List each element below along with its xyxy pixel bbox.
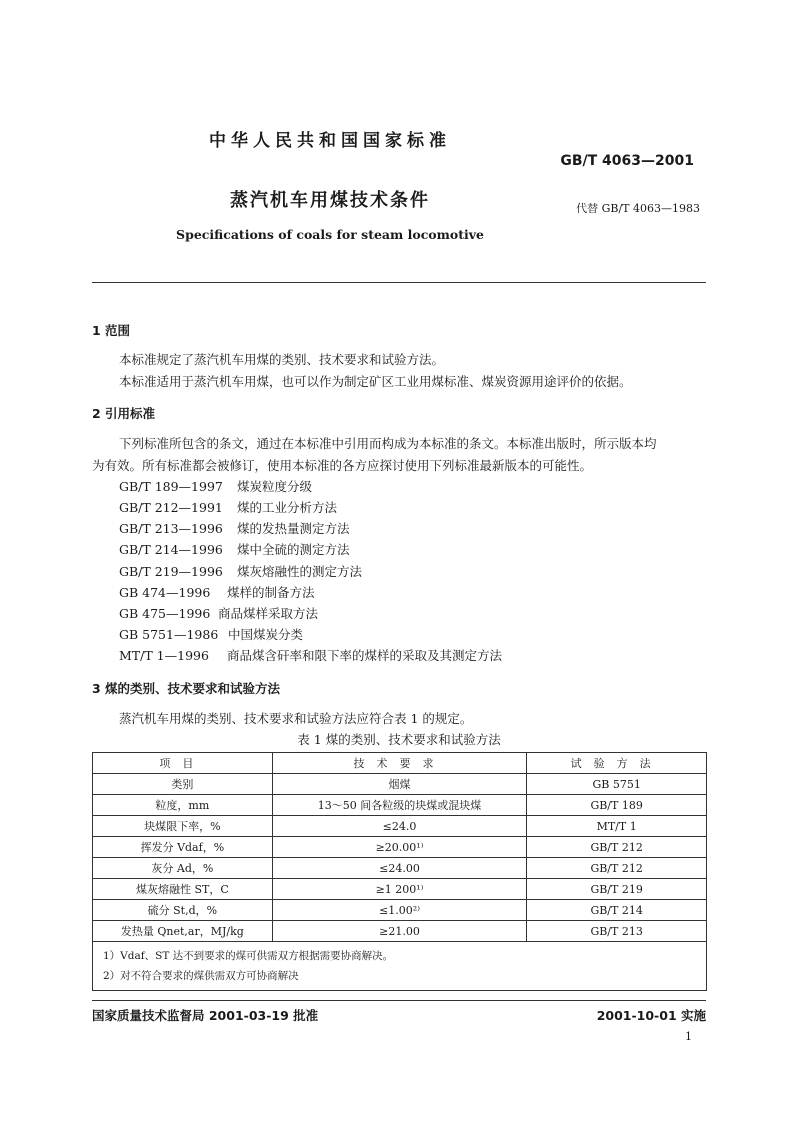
reference-item [119,477,312,495]
column-header-requirement: 技术要求 [272,753,527,774]
reference-code: GB/T 213—1996 [119,521,223,536]
reference-code: GB/T 189—1997 [119,479,223,494]
cell-item: 煤灰熔融性 ST，C [93,879,273,900]
table-row [93,774,707,795]
reference-item [119,519,350,537]
cell-method: GB 5751 [527,774,707,795]
table-row [93,837,707,858]
section-1-heading: 1 范围 [92,323,131,338]
implementation-date: 2001-10-01 实施 [596,1008,706,1023]
cell-item: 硫分 St,d，% [93,900,273,921]
table-caption: 表 1 煤的类别、技术要求和试验方法 [297,732,501,747]
cell-requirement: ≥21.00 [272,921,527,942]
table-header-row [93,753,707,774]
issuing-body: 中华人民共和国国家标准 [209,131,451,151]
reference-title: 煤样的制备方法 [227,585,315,600]
table-row [93,879,707,900]
cell-method: MT/T 1 [527,816,707,837]
cell-item: 挥发分 Vdaf，% [93,837,273,858]
reference-item [119,646,502,664]
reference-title: 商品煤样采取方法 [218,606,319,621]
reference-item [119,540,350,558]
footer-divider [92,1000,706,1001]
standard-number: GB/T 4063—2001 [560,153,694,169]
section-2-paragraph-line-1: 下列标准所包含的条文，通过在本标准中引用而构成为本标准的条文。本标准出版时，所示版本均 [119,436,657,451]
document-title: 蒸汽机车用煤技术条件 [230,190,430,211]
page-number: 1 [685,1030,692,1043]
approval-statement: 国家质量技术监督局 2001-03-19 批准 [92,1008,319,1023]
table-row [93,858,707,879]
cell-requirement: 烟煤 [272,774,527,795]
cell-method: GB/T 214 [527,900,707,921]
cell-method: GB/T 219 [527,879,707,900]
table-row [93,921,707,942]
cell-method: GB/T 213 [527,921,707,942]
section-1-paragraph-1: 本标准规定了蒸汽机车用煤的类别、技术要求和试验方法。 [119,352,445,367]
section-2-heading: 2 引用标准 [92,406,156,421]
reference-title: 煤中全硫的测定方法 [237,542,350,557]
reference-title: 煤的工业分析方法 [237,500,338,515]
cell-requirement: ≥20.00¹⁾ [272,837,527,858]
reference-title: 煤炭粒度分级 [237,479,313,494]
table-row [93,816,707,837]
reference-code: GB/T 212—1991 [119,500,223,515]
cell-item: 灰分 Ad，% [93,858,273,879]
reference-code: GB 474—1996 [119,585,211,600]
cell-requirement: ≤24.0 [272,816,527,837]
table-notes-row [93,942,707,991]
replaces-note: 代替 GB/T 4063—1983 [576,202,700,215]
coal-specification-table [92,752,707,991]
cell-requirement: ≥1 200¹⁾ [272,879,527,900]
reference-item [119,498,337,516]
reference-code: MT/T 1—1996 [119,648,209,663]
cell-requirement: 13～50 间各粒级的块煤或混块煤 [272,795,527,816]
reference-item [119,583,315,601]
reference-code: GB/T 219—1996 [119,564,223,579]
table-notes [93,942,707,991]
column-header-item: 项目 [93,753,273,774]
header-divider [92,282,706,283]
cell-method: GB/T 212 [527,858,707,879]
section-3-heading: 3 煤的类别、技术要求和试验方法 [92,681,281,696]
cell-item: 发热量 Qnet,ar，MJ/kg [93,921,273,942]
section-2-paragraph-line-2: 为有效。所有标准都会被修订，使用本标准的各方应探讨使用下列标准最新版本的可能性。 [92,458,593,473]
reference-title: 煤的发热量测定方法 [237,521,350,536]
table-footnote-2: 2）对不符合要求的煤供需双方可协商解决 [103,970,299,982]
cell-method: GB/T 189 [527,795,707,816]
table-row [93,795,707,816]
english-title: Specifications of coals for steam locomotive [176,227,484,242]
column-header-method: 试验方法 [527,753,707,774]
reference-item [119,625,303,643]
table-row [93,900,707,921]
cell-method: GB/T 212 [527,837,707,858]
cell-item: 块煤限下率，% [93,816,273,837]
table-footnote-1: 1）Vdaf、ST 达不到要求的煤可供需双方根据需要协商解决。 [103,950,394,962]
section-3-paragraph: 蒸汽机车用煤的类别、技术要求和试验方法应符合表 1 的规定。 [119,711,473,726]
reference-item [119,604,318,622]
reference-title: 中国煤炭分类 [228,627,304,642]
reference-title: 煤灰熔融性的测定方法 [237,564,363,579]
reference-item [119,562,362,580]
reference-code: GB/T 214—1996 [119,542,223,557]
cell-item: 类别 [93,774,273,795]
cell-requirement: ≤24.00 [272,858,527,879]
reference-code: GB 5751—1986 [119,627,219,642]
reference-code: GB 475—1996 [119,606,211,621]
cell-requirement: ≤1.00²⁾ [272,900,527,921]
section-1-paragraph-2: 本标准适用于蒸汽机车用煤，也可以作为制定矿区工业用煤标准、煤炭资源用途评价的依据。 [119,374,632,389]
cell-item: 粒度，mm [93,795,273,816]
reference-title: 商品煤含矸率和限下率的煤样的采取及其测定方法 [227,648,503,663]
